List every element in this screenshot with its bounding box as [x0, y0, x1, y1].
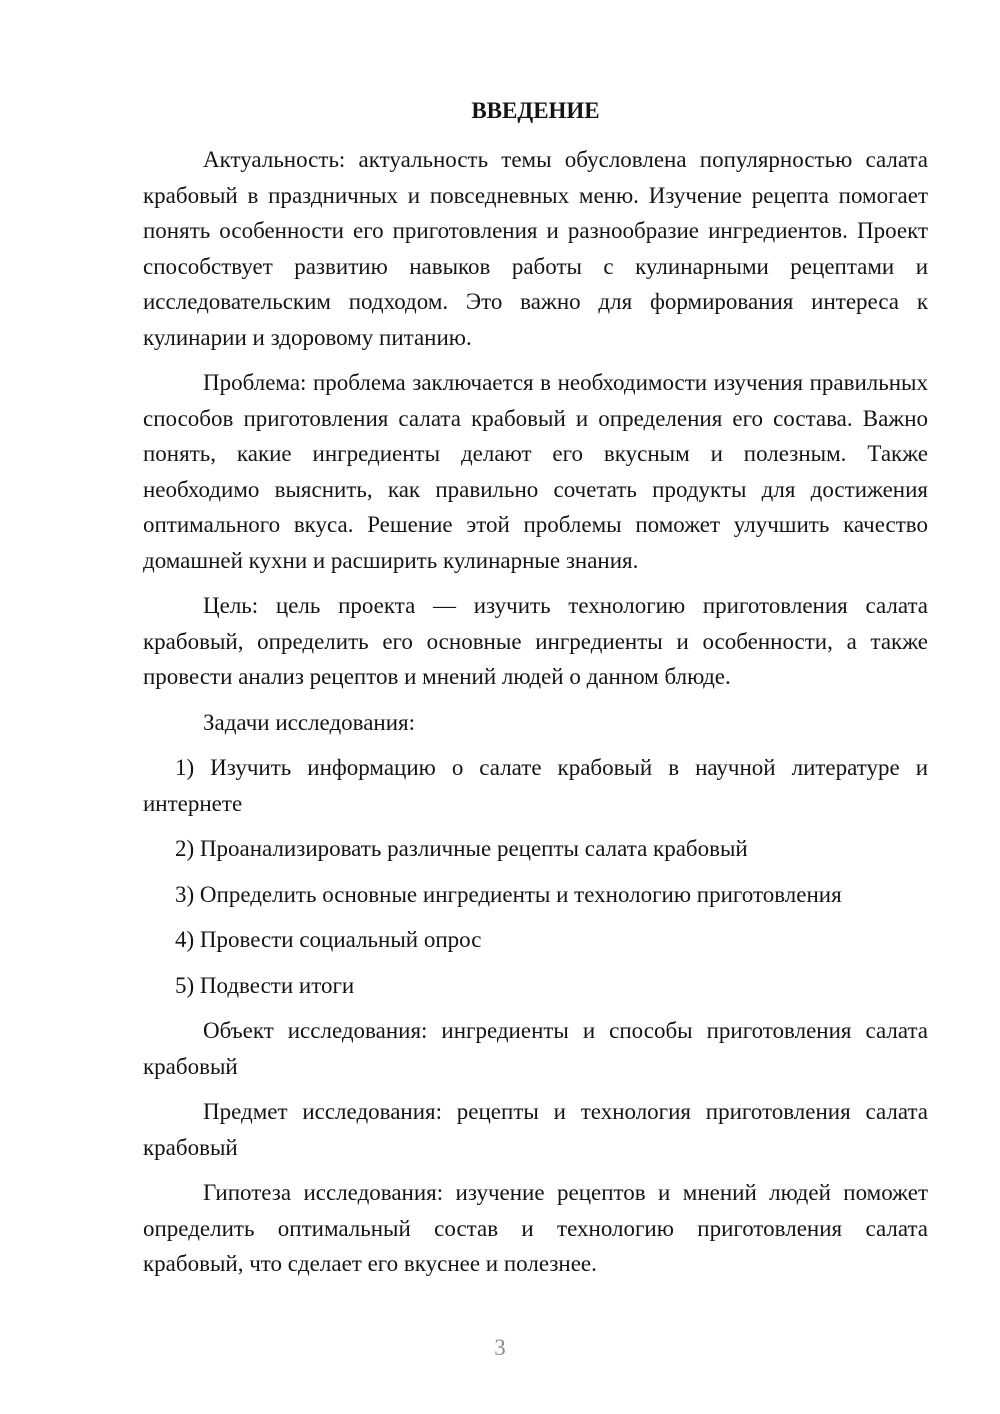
task-item: 4) Провести социальный опрос: [175, 927, 482, 952]
object-paragraph: Объект исследования: ингредиенты и способы приготовления салата крабовый: [143, 1018, 928, 1079]
relevance-paragraph: Актуальность: актуальность темы обусловлена популярностью салата крабовый в праздничных и повседневных меню. Изучение рецепта помогает понять особенности его приготовления и разнообразие ингредиентов. Проект способствует развитию навыков работы с кулинарными рецептами и исследовательским подходом. Это важно для формирования интереса к кулинарии и здоровому питанию.: [143, 147, 928, 350]
page-title: ВВЕДЕНИЕ: [471, 98, 600, 123]
task-item: 1) Изучить информацию о салате крабовый в научной литературе и интернете: [143, 755, 928, 816]
task-item: 2) Проанализировать различные рецепты салата крабовый: [175, 836, 748, 861]
tasks-heading: Задачи исследования:: [203, 709, 416, 735]
goal-paragraph: Цель: цель проекта — изучить технологию приготовления салата крабовый, определить его основные ингредиенты и особенности, а также провести анализ рецептов и мнений людей о данном блюде.: [143, 593, 928, 689]
task-item: 5) Подвести итоги: [175, 972, 355, 998]
subject-paragraph: Предмет исследования: рецепты и технология приготовления салата крабовый: [143, 1099, 928, 1160]
hypothesis-paragraph: Гипотеза исследования: изучение рецептов и мнений людей поможет определить оптимальный состав и технологию приготовления салата крабовый, что сделает его вкуснее и полезнее.: [143, 1180, 928, 1276]
document-body: [143, 142, 928, 1292]
task-item: 3) Определить основные ингредиенты и технологию приготовления: [175, 881, 842, 907]
problem-paragraph: Проблема: проблема заключается в необходимости изучения правильных способов приготовления салата крабовый и определения его состава. Важно понять, какие ингредиенты делают его вкусным и полезным. Также необходимо выяснить, как правильно сочетать продукты для достижения оптимального вкуса. Решение этой проблемы поможет улучшить качество домашней кухни и расширить кулинарные знания.: [143, 370, 928, 573]
page-number: 3: [494, 1335, 506, 1360]
